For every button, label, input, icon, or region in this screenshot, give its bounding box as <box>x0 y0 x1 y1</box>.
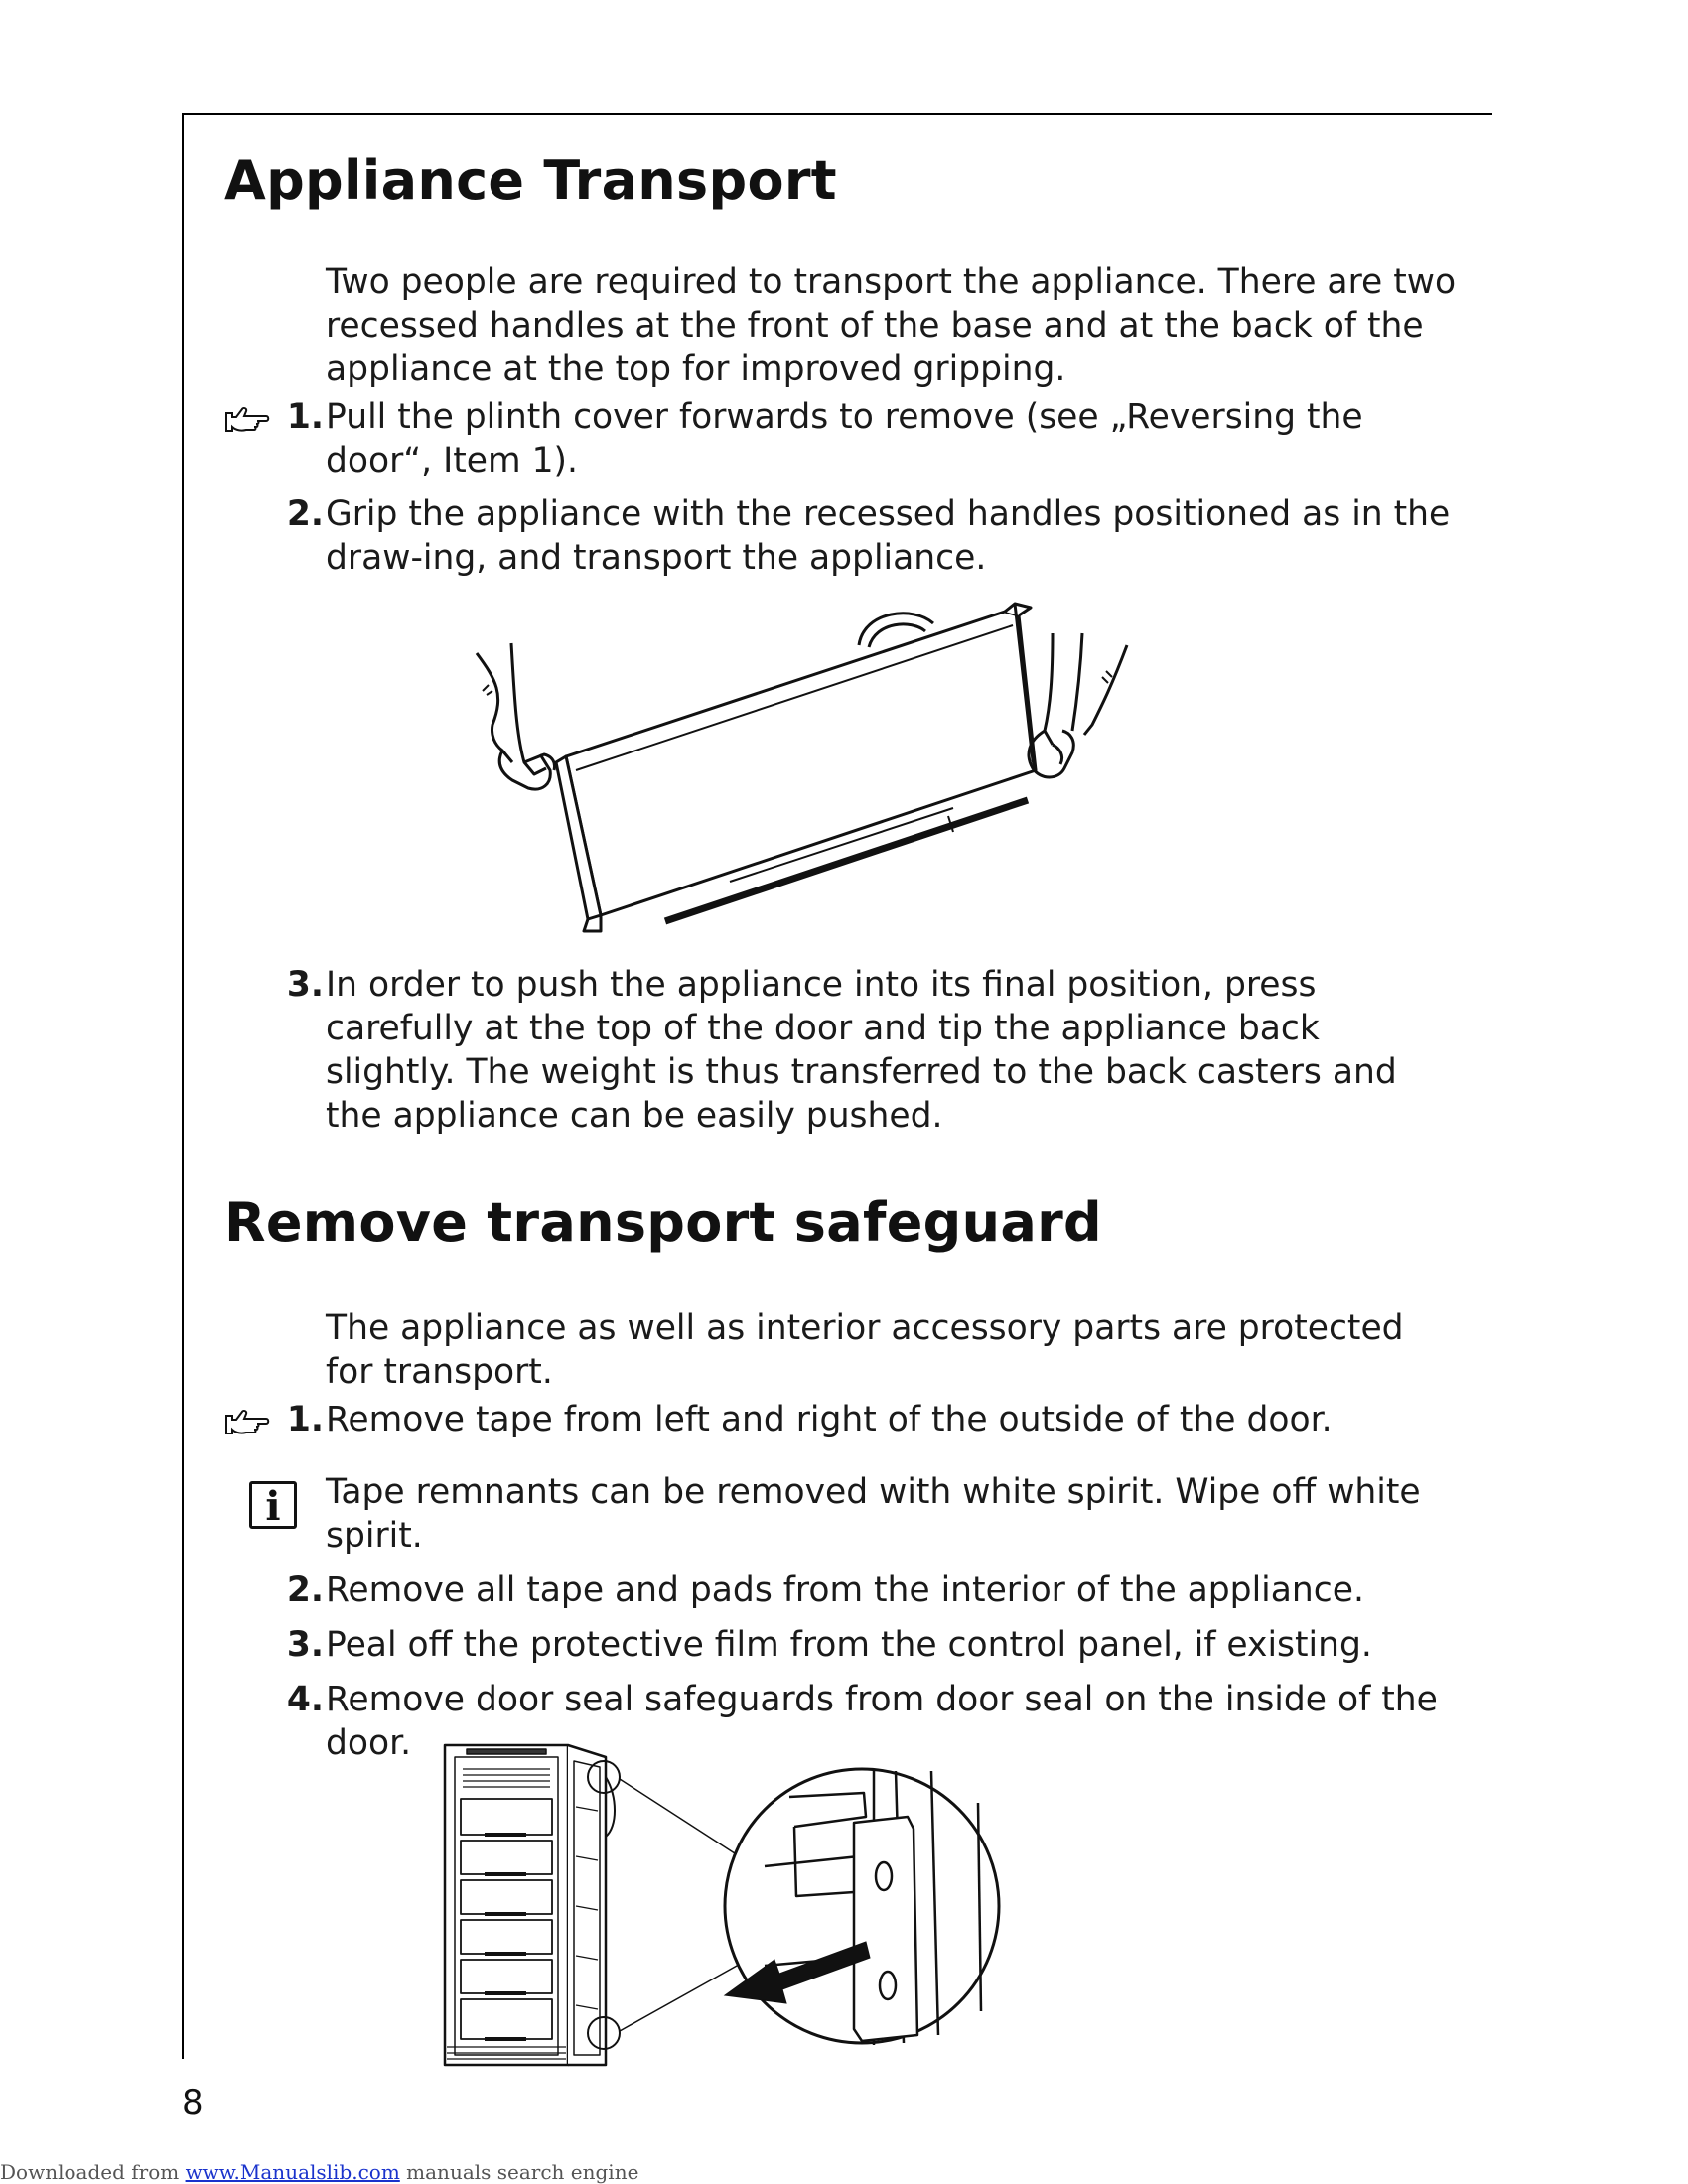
footer-prefix: Downloaded from <box>0 2160 186 2184</box>
step-number: 4. <box>286 1680 324 1719</box>
step-text: In order to push the appliance into its final position, press carefully at the top of the door and tip the appliance back slightly. The weight is thus transferred to the back casters and the appliance can be easily pushed. <box>326 965 1397 1136</box>
door-seal-safeguard-illustration <box>437 1737 1072 2075</box>
step-number: 3. <box>286 1625 324 1665</box>
manualslib-link[interactable]: www.Manualslib.com <box>185 2160 400 2184</box>
step-text: Pull the plinth cover forwards to remove (see „Reversing the door“, Item 1). <box>326 397 1363 480</box>
step-number: 2. <box>286 1570 324 1610</box>
step-text: Remove all tape and pads from the interior of the appliance. <box>326 1570 1364 1610</box>
step-text: Remove tape from left and right of the outside of the door. <box>326 1400 1333 1439</box>
step-text: Grip the appliance with the recessed handles positioned as in the draw-ing, and transport the appliance. <box>326 494 1451 578</box>
page-frame-top-rule <box>182 113 1492 115</box>
section-title-remove-transport-safeguard: Remove transport safeguard <box>224 1191 1102 1254</box>
safeguard-intro-paragraph: The appliance as well as interior accessory parts are protected for transport. <box>326 1308 1404 1392</box>
download-footer <box>0 2160 638 2184</box>
appliance-carrying-illustration <box>417 586 1152 943</box>
pointing-hand-icon <box>224 405 270 435</box>
footer-suffix: manuals search engine <box>399 2160 639 2184</box>
step-number: 1. <box>286 397 324 437</box>
step-number: 3. <box>286 965 324 1005</box>
info-note-text: Tape remnants can be removed with white spirit. Wipe off white spirit. <box>326 1472 1421 1556</box>
step-number: 2. <box>286 494 324 534</box>
page-frame-left-rule <box>182 113 184 2059</box>
info-icon: i <box>249 1481 297 1529</box>
step-number: 1. <box>286 1400 324 1439</box>
step-text: Peal off the protective film from the control panel, if existing. <box>326 1625 1372 1665</box>
page-number: 8 <box>182 2083 204 2122</box>
transport-intro-paragraph: Two people are required to transport the appliance. There are two recessed handles at the front of the base and at the back of the appliance at the top for improved gripping. <box>326 262 1457 389</box>
section-title-appliance-transport: Appliance Transport <box>224 149 837 211</box>
pointing-hand-icon <box>224 1408 270 1437</box>
step-text: Remove door seal safeguards from door seal on the inside of the door. <box>326 1680 1438 1763</box>
